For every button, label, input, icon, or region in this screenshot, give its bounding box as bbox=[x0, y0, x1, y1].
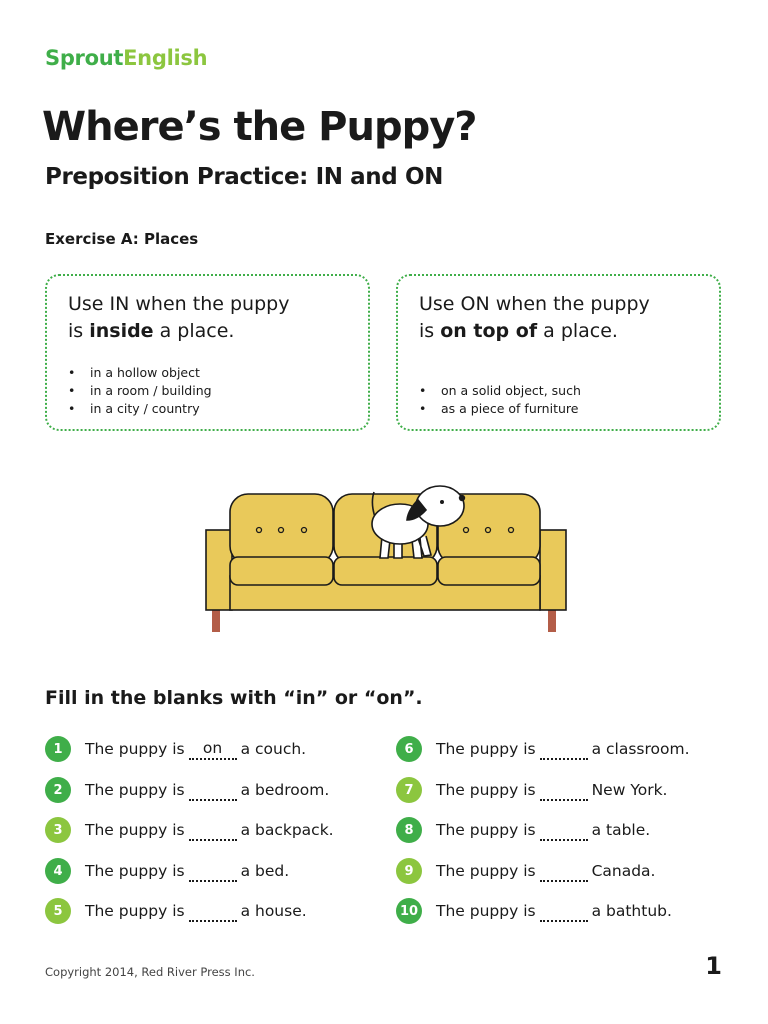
question-item bbox=[396, 817, 650, 843]
question-item bbox=[396, 736, 690, 762]
question-object: a table. bbox=[591, 821, 651, 839]
rule-on-bullets bbox=[419, 382, 581, 418]
bullet-item: • in a city / country bbox=[68, 400, 212, 418]
question-item bbox=[45, 898, 307, 924]
puppy-nose-icon bbox=[459, 495, 465, 501]
rule-in-line2-post: a place. bbox=[153, 320, 235, 342]
question-object: a bathtub. bbox=[591, 902, 672, 920]
question-prefix: The puppy is bbox=[436, 821, 536, 839]
sofa-seat-cushion-left bbox=[230, 557, 333, 585]
rule-in-keyword: inside bbox=[89, 320, 154, 342]
question-number-badge: 3 bbox=[45, 817, 71, 843]
rule-in-line1: Use IN when the puppy bbox=[68, 293, 290, 315]
page-title: Where’s the Puppy? bbox=[42, 104, 477, 150]
rule-box-in bbox=[45, 274, 370, 431]
question-prefix: The puppy is bbox=[85, 862, 185, 880]
rule-text-on bbox=[419, 291, 650, 345]
brand-logo bbox=[45, 46, 207, 70]
question-object: a backpack. bbox=[240, 821, 334, 839]
brand-part-1: Sprout bbox=[45, 46, 124, 70]
question-object: a house. bbox=[240, 902, 307, 920]
page-subtitle: Preposition Practice: IN and ON bbox=[45, 164, 443, 190]
sofa-with-puppy-illustration bbox=[204, 480, 570, 640]
rule-in-line2-pre: is bbox=[68, 320, 90, 342]
puppy-eye-icon bbox=[440, 500, 444, 504]
question-item bbox=[45, 858, 289, 884]
sofa-arm-left bbox=[206, 530, 232, 610]
sofa-arm-right bbox=[540, 530, 566, 610]
question-object: a bedroom. bbox=[240, 781, 330, 799]
question-prefix: The puppy is bbox=[85, 902, 185, 920]
answer-blank[interactable] bbox=[540, 738, 588, 760]
copyright-footer: Copyright 2014, Red River Press Inc. bbox=[45, 965, 255, 979]
question-object: Canada. bbox=[591, 862, 656, 880]
question-number-badge: 2 bbox=[45, 777, 71, 803]
question-number-badge: 6 bbox=[396, 736, 422, 762]
question-item bbox=[396, 858, 656, 884]
question-item bbox=[396, 777, 667, 803]
question-prefix: The puppy is bbox=[436, 862, 536, 880]
rule-box-on bbox=[396, 274, 721, 431]
question-number-badge: 7 bbox=[396, 777, 422, 803]
question-object: a bed. bbox=[240, 862, 290, 880]
rule-text-in bbox=[68, 291, 289, 345]
answer-blank[interactable] bbox=[189, 900, 237, 922]
answer-blank[interactable] bbox=[540, 779, 588, 801]
bullet-continuation-text: as a piece of furniture bbox=[441, 401, 579, 416]
answer-blank[interactable] bbox=[540, 860, 588, 882]
question-number-badge: 1 bbox=[45, 736, 71, 762]
rule-on-line2-post: a place. bbox=[537, 320, 618, 342]
rule-on-keyword: on top of bbox=[440, 320, 538, 342]
rule-on-line2-pre: is bbox=[419, 320, 441, 342]
question-number-badge: 4 bbox=[45, 858, 71, 884]
bullet-item: • on a solid object, such bbox=[419, 382, 581, 400]
bullet-item-continued bbox=[419, 400, 581, 418]
rule-on-line1: Use ON when the puppy bbox=[419, 293, 650, 315]
question-prefix: The puppy is bbox=[85, 740, 185, 758]
brand-part-2: English bbox=[123, 46, 208, 70]
bullet-item: • in a room / building bbox=[68, 382, 212, 400]
rule-in-bullets bbox=[68, 364, 212, 418]
question-item bbox=[45, 736, 306, 762]
question-prefix: The puppy is bbox=[85, 781, 185, 799]
question-item bbox=[45, 817, 334, 843]
exercise-label: Exercise A: Places bbox=[45, 230, 199, 248]
question-number-badge: 9 bbox=[396, 858, 422, 884]
question-prefix: The puppy is bbox=[85, 821, 185, 839]
question-object: New York. bbox=[591, 781, 668, 799]
question-item bbox=[45, 777, 329, 803]
question-number-badge: 5 bbox=[45, 898, 71, 924]
answer-blank[interactable] bbox=[540, 819, 588, 841]
answer-blank[interactable] bbox=[540, 900, 588, 922]
sofa-leg-right bbox=[548, 608, 556, 632]
answer-blank[interactable] bbox=[189, 819, 237, 841]
question-prefix: The puppy is bbox=[436, 740, 536, 758]
instructions: Fill in the blanks with “in” or “on”. bbox=[45, 687, 423, 709]
bullet-item: • in a hollow object bbox=[68, 364, 212, 382]
question-number-badge: 8 bbox=[396, 817, 422, 843]
page-number: 1 bbox=[705, 952, 722, 980]
sofa-seat-cushion-right bbox=[438, 557, 540, 585]
question-object: a classroom. bbox=[591, 740, 690, 758]
answer-blank[interactable] bbox=[189, 860, 237, 882]
answer-blank[interactable]: on bbox=[189, 738, 237, 760]
sofa-back-cushion-left bbox=[230, 494, 333, 564]
question-prefix: The puppy is bbox=[436, 902, 536, 920]
question-prefix: The puppy is bbox=[436, 781, 536, 799]
answer-blank[interactable] bbox=[189, 779, 237, 801]
question-object: a couch. bbox=[240, 740, 307, 758]
question-item bbox=[396, 898, 672, 924]
sofa-seat-cushion-middle bbox=[334, 557, 437, 585]
question-number-badge: 10 bbox=[396, 898, 422, 924]
sofa-leg-left bbox=[212, 608, 220, 632]
